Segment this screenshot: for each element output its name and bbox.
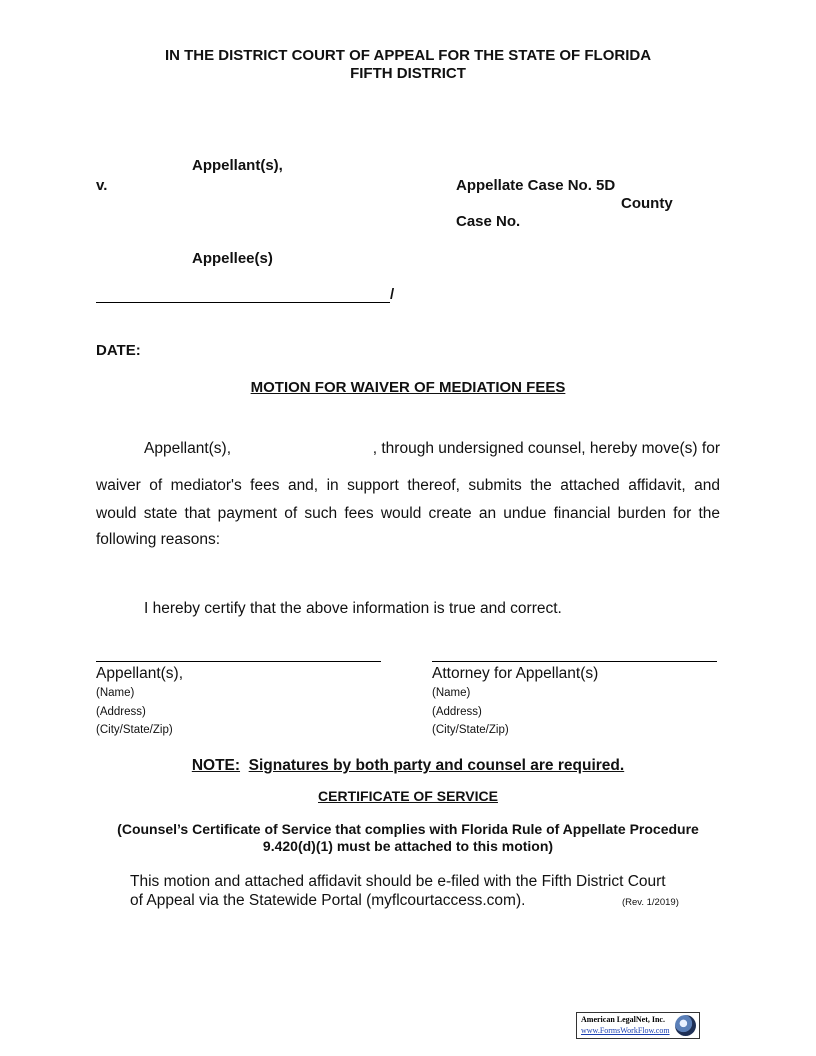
lower-case-number-label: Case No. [456, 213, 521, 230]
filing-instructions-line2: of Appeal via the Statewide Portal (myflcourtaccess.com). [130, 892, 526, 909]
attorney-city-field: (City/State/Zip) [432, 724, 509, 736]
revision-date: (Rev. 1/2019) [622, 897, 679, 908]
note-label: NOTE: [191, 757, 241, 774]
logo-company-name: American LegalNet, Inc. [581, 1015, 665, 1024]
attorney-name-field: (Name) [432, 687, 471, 699]
globe-icon [675, 1015, 696, 1036]
attorney-address-field: (Address) [432, 706, 482, 718]
motion-title: MOTION FOR WAIVER OF MEDIATION FEES [250, 379, 566, 396]
county-label: County [621, 195, 673, 212]
logo-website-link[interactable]: www.FormsWorkFlow.com [581, 1026, 670, 1035]
appellant-city-field: (City/State/Zip) [96, 724, 173, 736]
motion-line3: would state that payment of such fees would create an undue financial burden for the [96, 505, 720, 522]
certificate-instruction-line1: (Counsel’s Certificate of Service that complies with Florida Rule of Appellate Procedure [117, 821, 699, 837]
date-label: DATE: [96, 342, 141, 359]
appellant-label: Appellant(s), [192, 157, 283, 174]
motion-line1-end: , through undersigned counsel, hereby move(s) for [372, 440, 720, 457]
certificate-title-wrap [0, 788, 816, 806]
certification-statement: I hereby certify that the above information is true and correct. [144, 600, 562, 617]
appellant-name-field: (Name) [96, 687, 135, 699]
attorney-signature-title: Attorney for Appellant(s) [432, 665, 599, 682]
district-heading: FIFTH DISTRICT [350, 65, 466, 82]
certificate-title: CERTIFICATE OF SERVICE [318, 788, 498, 804]
note-text: Signatures by both party and counsel are required. [248, 757, 625, 774]
certificate-instruction-line2: 9.420(d)(1) must be attached to this motion) [262, 838, 554, 854]
motion-line4: following reasons: [96, 531, 221, 548]
appellant-address-field: (Address) [96, 706, 146, 718]
versus-label: v. [96, 177, 108, 194]
motion-title-wrap [0, 379, 816, 397]
motion-line2: waiver of mediator's fees and, in support thereof, submits the attached affidavit, and [96, 477, 720, 494]
appellant-signature-title: Appellant(s), [96, 665, 184, 682]
appellate-case-number-label: Appellate Case No. 5D [456, 177, 616, 194]
attorney-signature-line [432, 661, 717, 662]
court-heading: IN THE DISTRICT COURT OF APPEAL FOR THE STATE OF FLORIDA [164, 47, 652, 64]
signature-note [0, 757, 816, 775]
filing-instructions-line1: This motion and attached affidavit should be e-filed with the Fifth District Court [130, 873, 666, 890]
caption-slash: / [390, 286, 395, 303]
formsworkflow-logo [576, 1012, 700, 1039]
motion-line1-start: Appellant(s), [144, 440, 232, 457]
appellant-signature-line [96, 661, 381, 662]
caption-underline [96, 302, 390, 303]
appellee-label: Appellee(s) [192, 250, 273, 267]
